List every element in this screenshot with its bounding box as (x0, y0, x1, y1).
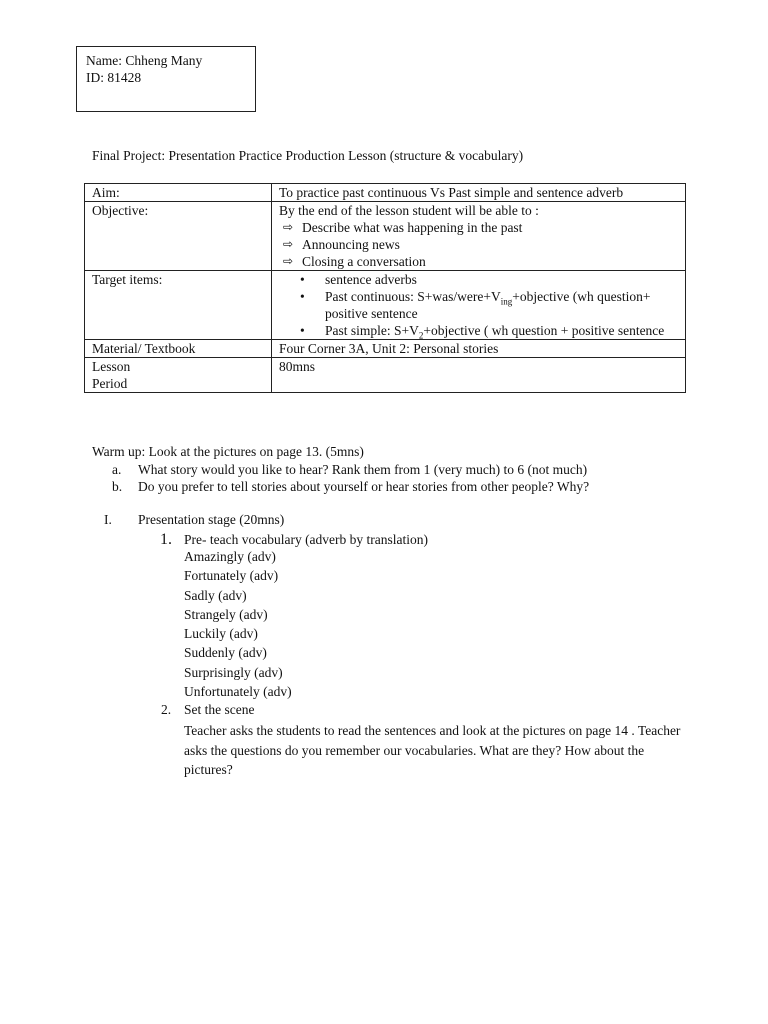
list-item: ⇨ Describe what was happening in the past (283, 220, 523, 235)
step-1-text: Pre- teach vocabulary (adverb by translation) (184, 532, 429, 547)
list-item: Sadly (adv) (184, 587, 247, 603)
list-item: • Past simple: $S+V_2+objective$ ( wh question + positive sentence (300, 323, 665, 341)
warmup-heading: Warm up: Look at the pictures on page 13. (5mns) (92, 444, 364, 459)
list-item: Amazingly (adv) (184, 549, 276, 564)
list-item: • Past continuous: $S+was/were+V_{ing}+objective$ (wh question+ positive sentence (300, 289, 651, 321)
table-row-material (85, 340, 686, 358)
student-name: Name: Chheng Many (86, 53, 203, 68)
objective-list (279, 219, 685, 270)
bullet-dot-icon: • (300, 272, 305, 287)
list-item: Fortunately (adv) (184, 568, 279, 584)
material-value: Four Corner 3A, Unit 2: Personal stories (272, 340, 686, 358)
target-cell (272, 271, 686, 340)
list-item: • sentence adverbs (300, 272, 417, 287)
lesson-period-label: Lesson Period (85, 358, 272, 393)
step-2-paragraph: Teacher asks the students to read the sentences and look at the pictures on page 14 . Teacher asks the questions do you remember our vocabularies. What are they? How about the pictures? (184, 723, 681, 777)
list-item: b. Do you prefer to tell stories about yourself or hear stories from other people? Why? (112, 479, 590, 494)
list-item: ⇨ Closing a conversation (283, 254, 426, 269)
presentation-heading: I. Presentation stage (20mns) (104, 512, 285, 527)
list-item: Unfortunately (adv) (184, 684, 292, 700)
objective-label: Objective: (85, 202, 272, 271)
lesson-plan-table (84, 183, 686, 393)
list-item: ⇨ Announcing news (283, 237, 400, 252)
objective-cell (272, 202, 686, 271)
list-item: Surprisingly (adv) (184, 664, 283, 680)
objective-intro: By the end of the lesson student will be able to : (279, 203, 539, 218)
bullet-dot-icon: • (300, 323, 305, 338)
student-id: ID: 81428 (86, 70, 142, 85)
step-2-text: Set the scene (184, 702, 255, 717)
outlined-right-arrow-icon: ⇨ (283, 254, 294, 268)
list-item: Luckily (adv) (184, 626, 258, 642)
table-row-objective (85, 202, 686, 271)
aim-label: Aim: (85, 184, 272, 202)
table-row-lesson-period (85, 358, 686, 393)
lesson-period-value: 80mns (272, 358, 686, 393)
section-numeral: I. (104, 512, 112, 527)
outlined-right-arrow-icon: ⇨ (283, 220, 294, 234)
aim-value: To practice past continuous Vs Past simple and sentence adverb (272, 184, 686, 202)
list-item: a. What story would you like to hear? Rank them from 1 (very much) to 6 (not much) (112, 462, 588, 477)
student-info-box (76, 46, 256, 112)
warmup-list (112, 461, 589, 495)
step-2 (161, 701, 254, 718)
step-1 (160, 531, 428, 548)
step-1-number: 1. (160, 531, 172, 548)
list-item: Suddenly (adv) (184, 645, 267, 661)
outlined-right-arrow-icon: ⇨ (283, 237, 294, 251)
table-row-aim (85, 184, 686, 202)
list-item: Strangely (adv) (184, 606, 268, 622)
vocabulary-list (184, 547, 292, 701)
bullet-dot-icon: • (300, 289, 305, 304)
page-title: Final Project: Presentation Practice Production Lesson (structure & vocabulary) (92, 148, 524, 163)
step-2-number: 2. (161, 702, 172, 717)
target-label: Target items: (85, 271, 272, 340)
table-row-target (85, 271, 686, 340)
target-list (279, 271, 685, 339)
material-label: Material/ Textbook (85, 340, 272, 358)
